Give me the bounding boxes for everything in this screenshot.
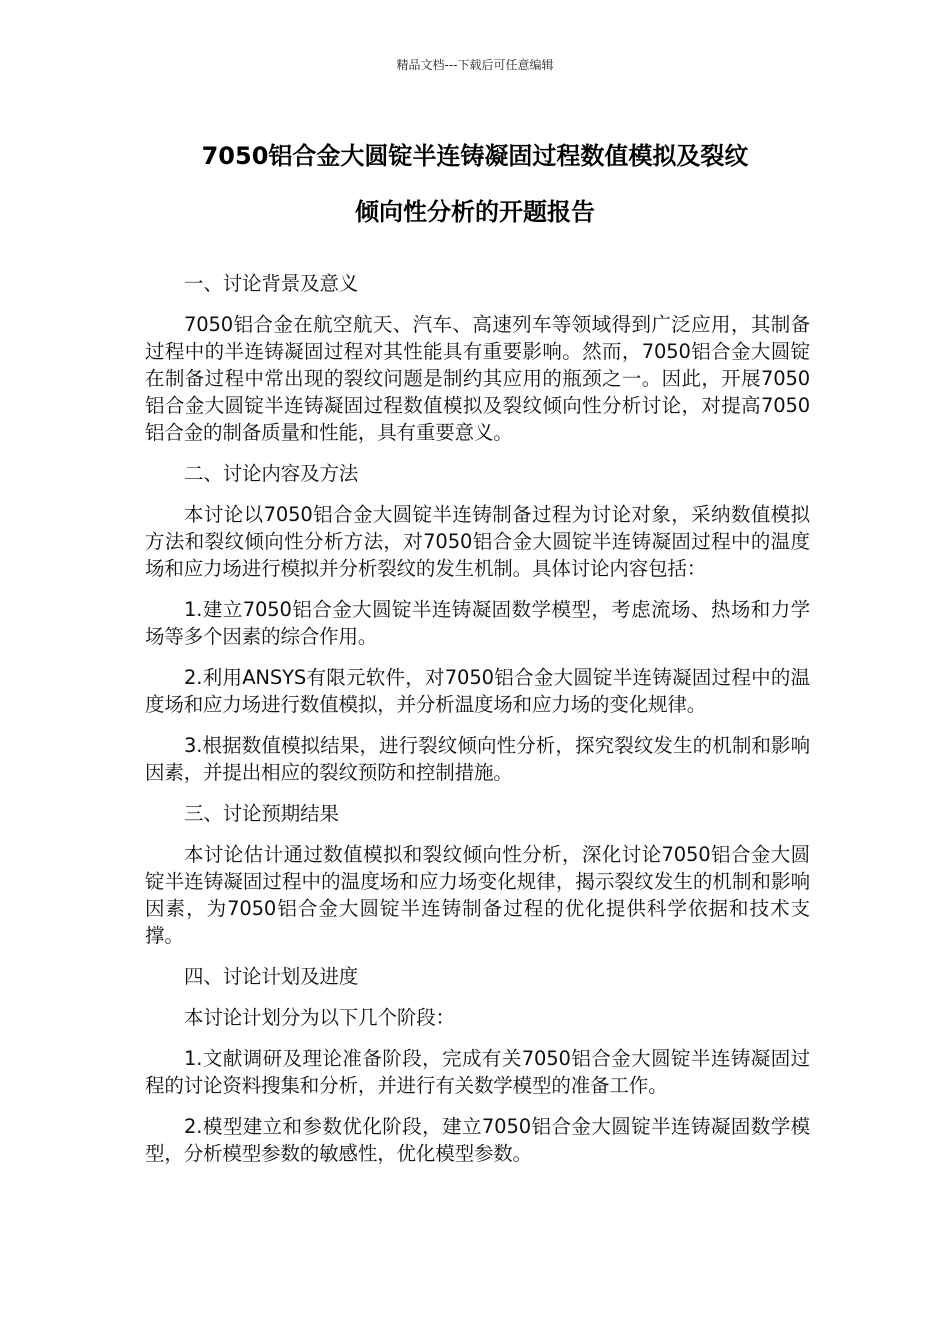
list-item-plan-1: 1.文献调研及理论准备阶段，完成有关7050铝合金大圆锭半连铸凝固过程的讨论资料搜集和分析，并进行有关数学模型的准备工作。	[145, 1047, 810, 1097]
section-heading-expected-results: 三、讨论预期结果	[184, 802, 339, 825]
header-note: 精品文档---下载后可任意编辑	[396, 58, 554, 72]
paragraph-plan-intro: 本讨论计划分为以下几个阶段：	[184, 1006, 455, 1029]
list-item-content-2: 2.利用ANSYS有限元软件，对7050铝合金大圆锭半连铸凝固过程中的温度场和应力场进行数值模拟，并分析温度场和应力场的变化规律。	[145, 666, 810, 716]
section-heading-background: 一、讨论背景及意义	[184, 272, 359, 295]
document-title-line-1: 7050铝合金大圆锭半连铸凝固过程数值模拟及裂纹	[201, 142, 749, 170]
document-title-line-2: 倾向性分析的开题报告	[355, 198, 595, 226]
paragraph-expected-results: 本讨论估计通过数值模拟和裂纹倾向性分析，深化讨论7050铝合金大圆锭半连铸凝固过程中的温度场和应力场变化规律，揭示裂纹发生的机制和影响因素，为7050铝合金大圆锭半连铸制备过程的优化提供科学依据和技术支撑。	[145, 843, 810, 947]
section-heading-plan: 四、讨论计划及进度	[184, 965, 359, 988]
section-heading-content-methods: 二、讨论内容及方法	[184, 462, 359, 485]
list-item-plan-2: 2.模型建立和参数优化阶段，建立7050铝合金大圆锭半连铸凝固数学模型，分析模型参数的敏感性，优化模型参数。	[145, 1115, 810, 1165]
list-item-content-1: 1.建立7050铝合金大圆锭半连铸凝固数学模型，考虑流场、热场和力学场等多个因素的综合作用。	[145, 598, 810, 648]
paragraph-background: 7050铝合金在航空航天、汽车、高速列车等领域得到广泛应用，其制备过程中的半连铸凝固过程对其性能具有重要影响。然而，7050铝合金大圆锭在制备过程中常出现的裂纹问题是制约其应用的瓶颈之一。因此，开展7050铝合金大圆锭半连铸凝固过程数值模拟及裂纹倾向性分析讨论，对提高7050铝合金的制备质量和性能，具有重要意义。	[145, 313, 810, 444]
list-item-content-3: 3.根据数值模拟结果，进行裂纹倾向性分析，探究裂纹发生的机制和影响因素，并提出相应的裂纹预防和控制措施。	[145, 734, 810, 784]
paragraph-content-methods: 本讨论以7050铝合金大圆锭半连铸制备过程为讨论对象，采纳数值模拟方法和裂纹倾向性分析方法，对7050铝合金大圆锭半连铸凝固过程中的温度场和应力场进行模拟并分析裂纹的发生机制。具体讨论内容包括：	[145, 503, 810, 580]
document-body	[145, 270, 810, 1181]
